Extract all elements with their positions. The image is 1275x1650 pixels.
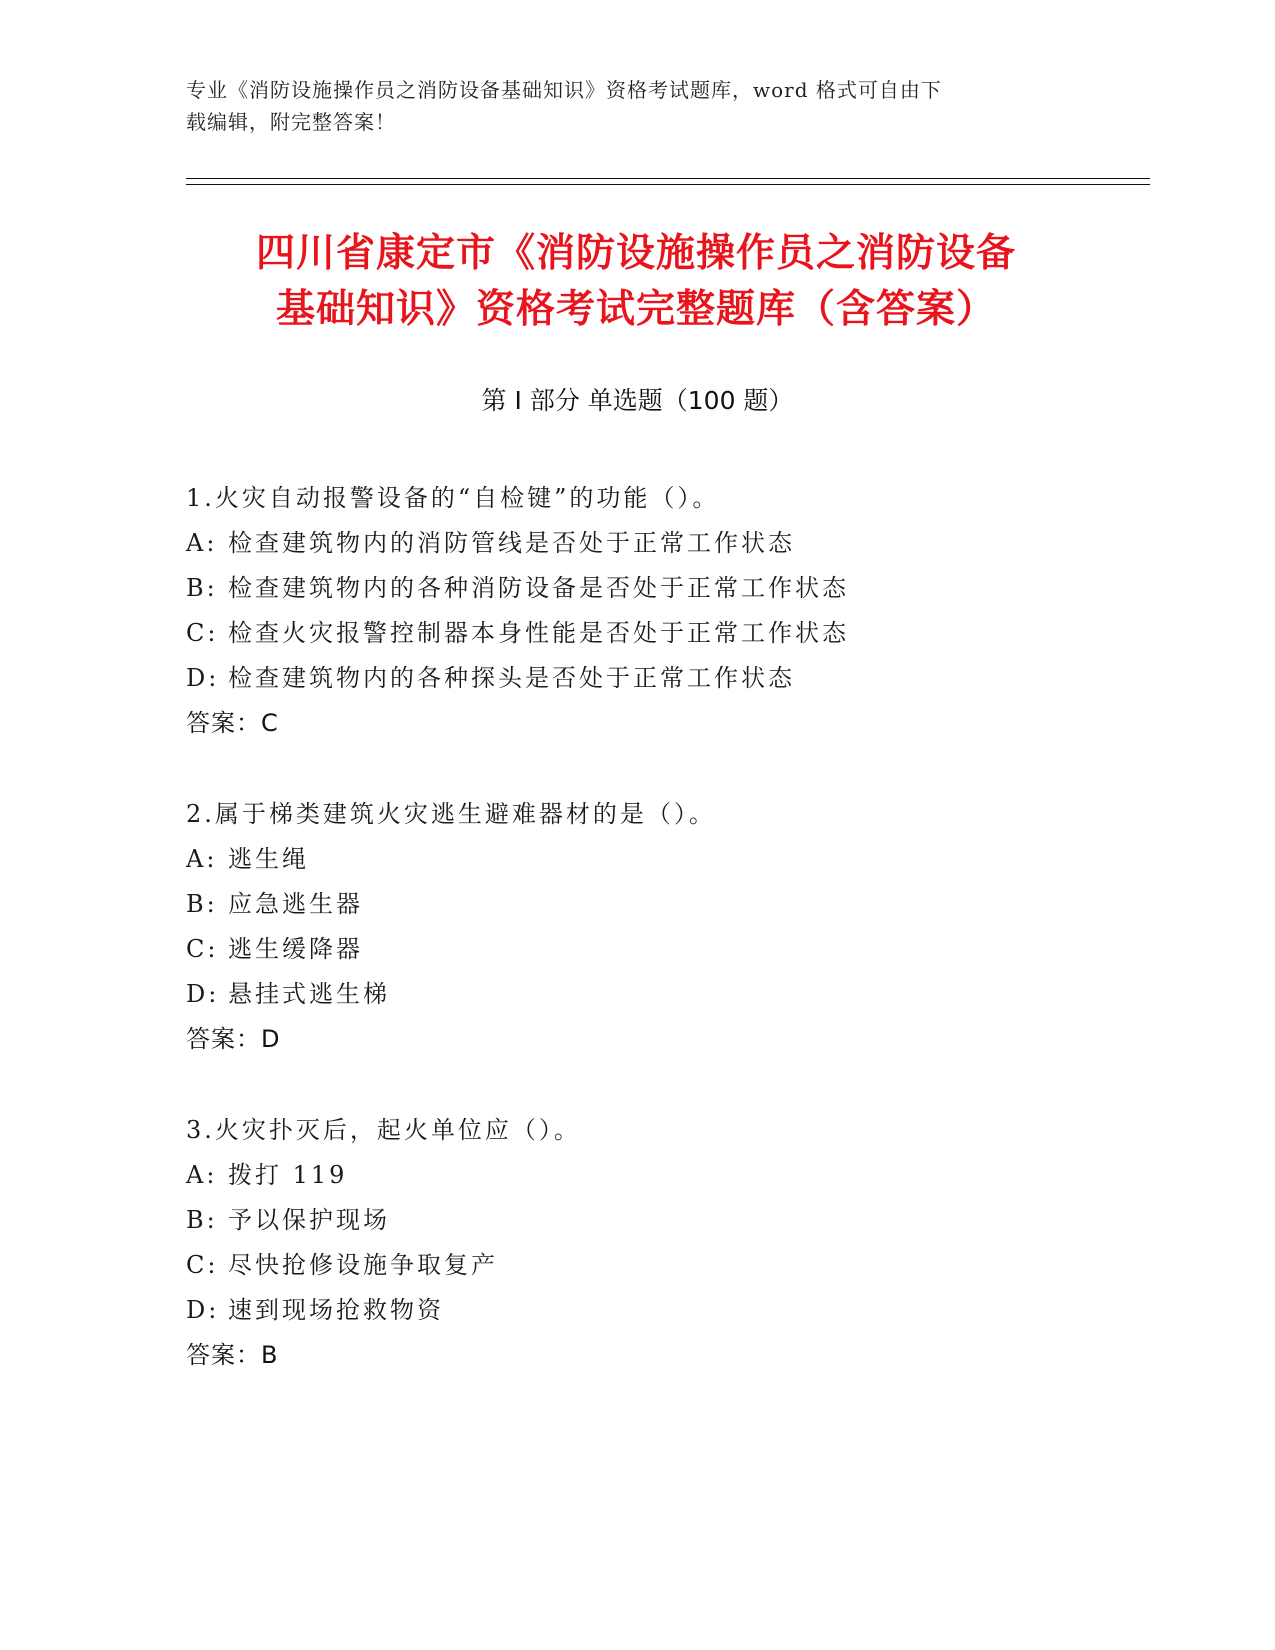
option-text: 予以保护现场 <box>228 1206 390 1234</box>
option-key: A: <box>186 1161 218 1189</box>
document-title <box>186 226 1086 338</box>
option-key: A: <box>186 529 218 557</box>
header-divider-top <box>186 178 1150 179</box>
option-text: 拨打 119 <box>228 1161 348 1189</box>
answer-line: 答案：C <box>186 709 279 737</box>
option-key: C: <box>186 619 219 647</box>
option-key: B: <box>186 574 218 602</box>
option-text: 悬挂式逃生梯 <box>228 980 390 1008</box>
question-item <box>186 792 1146 1062</box>
option-text: 逃生缓降器 <box>228 935 363 963</box>
document-title-line-1: 四川省康定市《消防设施操作员之消防设备 <box>255 231 1016 276</box>
option-key: D: <box>186 664 220 692</box>
option-b <box>186 882 1146 927</box>
option-text: 应急逃生器 <box>228 890 363 918</box>
header-divider-bottom <box>186 184 1150 185</box>
option-key: C: <box>186 935 219 963</box>
option-d <box>186 972 1146 1017</box>
option-b <box>186 1198 1146 1243</box>
header-note-line-2: 载编辑，附完整答案！ <box>186 110 396 134</box>
question-item <box>186 1108 1146 1378</box>
option-key: C: <box>186 1251 219 1279</box>
option-text: 检查火灾报警控制器本身性能是否处于正常工作状态 <box>228 619 849 647</box>
option-key: B: <box>186 1206 218 1234</box>
option-text: 检查建筑物内的各种探头是否处于正常工作状态 <box>228 664 795 692</box>
document-title-line-2: 基础知识》资格考试完整题库（含答案） <box>275 287 996 332</box>
option-text: 速到现场抢救物资 <box>228 1296 444 1324</box>
header-note <box>186 74 1086 138</box>
option-text: 尽快抢修设施争取复产 <box>228 1251 498 1279</box>
header-note-line-1: 专业《消防设施操作员之消防设备基础知识》资格考试题库，word 格式可自由下 <box>186 78 942 102</box>
option-key: D: <box>186 1296 220 1324</box>
answer-line: 答案：B <box>186 1341 279 1369</box>
section-heading: 第 I 部分 单选题（100 题） <box>481 386 794 415</box>
option-text: 检查建筑物内的消防管线是否处于正常工作状态 <box>228 529 795 557</box>
answer-line: 答案：D <box>186 1025 281 1053</box>
option-text: 逃生绳 <box>228 845 309 873</box>
option-text: 检查建筑物内的各种消防设备是否处于正常工作状态 <box>228 574 849 602</box>
question-stem: 1.火灾自动报警设备的“自检键”的功能（）。 <box>186 484 720 512</box>
option-d <box>186 656 1146 701</box>
option-key: D: <box>186 980 220 1008</box>
option-key: A: <box>186 845 218 873</box>
question-stem: 3.火灾扑灭后，起火单位应（）。 <box>186 1116 581 1144</box>
option-a <box>186 837 1146 882</box>
question-item <box>186 476 1146 746</box>
option-key: B: <box>186 890 218 918</box>
option-d <box>186 1288 1146 1333</box>
option-b <box>186 566 1146 611</box>
question-stem: 2.属于梯类建筑火灾逃生避难器材的是（）。 <box>186 800 716 828</box>
question-list <box>186 476 1146 1424</box>
option-a <box>186 521 1146 566</box>
option-a <box>186 1153 1146 1198</box>
option-c <box>186 927 1146 972</box>
option-c <box>186 611 1146 656</box>
option-c <box>186 1243 1146 1288</box>
